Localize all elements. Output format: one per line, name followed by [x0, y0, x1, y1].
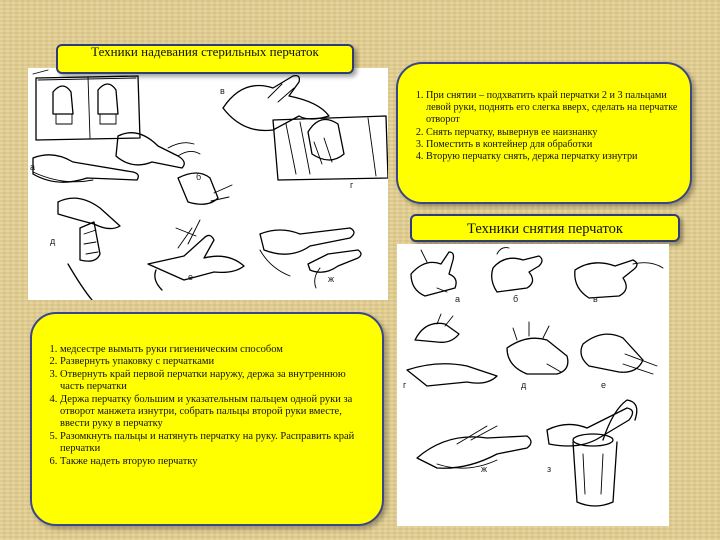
- hand-drawing: [116, 133, 232, 205]
- removal-title: Техники снятия перчаток: [467, 221, 623, 237]
- donning-steps-list: [38, 344, 372, 468]
- figure-label: а: [30, 162, 36, 172]
- figure-label: д: [50, 236, 56, 246]
- hand-drawing: [417, 426, 531, 468]
- figure-label: д: [521, 380, 527, 390]
- removal-step: 3. Поместить в контейнер для обработки: [426, 139, 680, 151]
- removal-step: 4. Вторую перчатку снять, держа перчатку изнутри: [426, 151, 680, 163]
- donning-step: 6. Также надеть вторую перчатку: [60, 456, 372, 468]
- donning-steps-box: [30, 312, 384, 526]
- hand-drawing: [581, 334, 657, 374]
- donning-step: 3. Отвернуть край первой перчатки наружу, держа за внутреннюю часть перчатки: [60, 369, 372, 394]
- donning-illustration: [28, 68, 388, 300]
- glove-package-drawing: [273, 116, 388, 180]
- donning-title: Техники надевания стерильных перчаток: [91, 44, 319, 59]
- donning-step: 4. Держа перчатку большим и указательным пальцем одной руки за отворот манжета изнутри, собрать пальцы второй руки вместе, ввести руку в перчатку: [60, 394, 372, 431]
- removal-steps-list: [404, 90, 680, 163]
- waste-bin-drawing: [547, 400, 637, 506]
- hand-drawing: [148, 220, 244, 290]
- donning-step: 1. медсестре вымыть руки гигиеническим способом: [60, 344, 372, 356]
- figure-label: е: [601, 380, 607, 390]
- hand-drawing: [411, 250, 456, 296]
- figure-label: б: [513, 294, 519, 304]
- hand-drawing: [507, 322, 568, 374]
- removal-step: 1. При снятии – подхватить край перчатки 2 и 3 пальцами левой руки, поднять его слегка вверх, сделать на перчатке отворот: [426, 90, 680, 127]
- removal-illustration: [397, 244, 669, 526]
- removal-step: 2. Снять перчатку, вывернув ее наизнанку: [426, 127, 680, 139]
- figure-label: в: [220, 86, 225, 96]
- figure-label: з: [547, 464, 552, 474]
- donning-step: 2. Развернуть упаковку с перчатками: [60, 356, 372, 368]
- figure-label: б: [196, 172, 202, 182]
- figure-label: ж: [328, 274, 335, 284]
- figure-label: в: [593, 294, 598, 304]
- glove-package-drawing: [33, 68, 148, 140]
- figure-label: ж: [481, 464, 488, 474]
- hand-drawing: [223, 76, 329, 131]
- donning-title-box: [56, 44, 354, 74]
- figure-label: е: [188, 272, 194, 282]
- donning-step: 5. Разомкнуть пальцы и натянуть перчатку на руку. Расправить край перчатки: [60, 431, 372, 456]
- hand-drawing: [575, 260, 663, 298]
- hand-drawing: [492, 248, 542, 292]
- removal-steps-box: [396, 62, 692, 204]
- hand-drawing: [58, 198, 120, 300]
- figure-label: а: [455, 294, 461, 304]
- figure-label: г: [403, 380, 407, 390]
- hand-drawing: [260, 228, 361, 288]
- hand-drawing: [407, 314, 497, 386]
- hand-drawing: [33, 155, 138, 182]
- figure-label: г: [350, 180, 354, 190]
- removal-title-box: [410, 214, 680, 242]
